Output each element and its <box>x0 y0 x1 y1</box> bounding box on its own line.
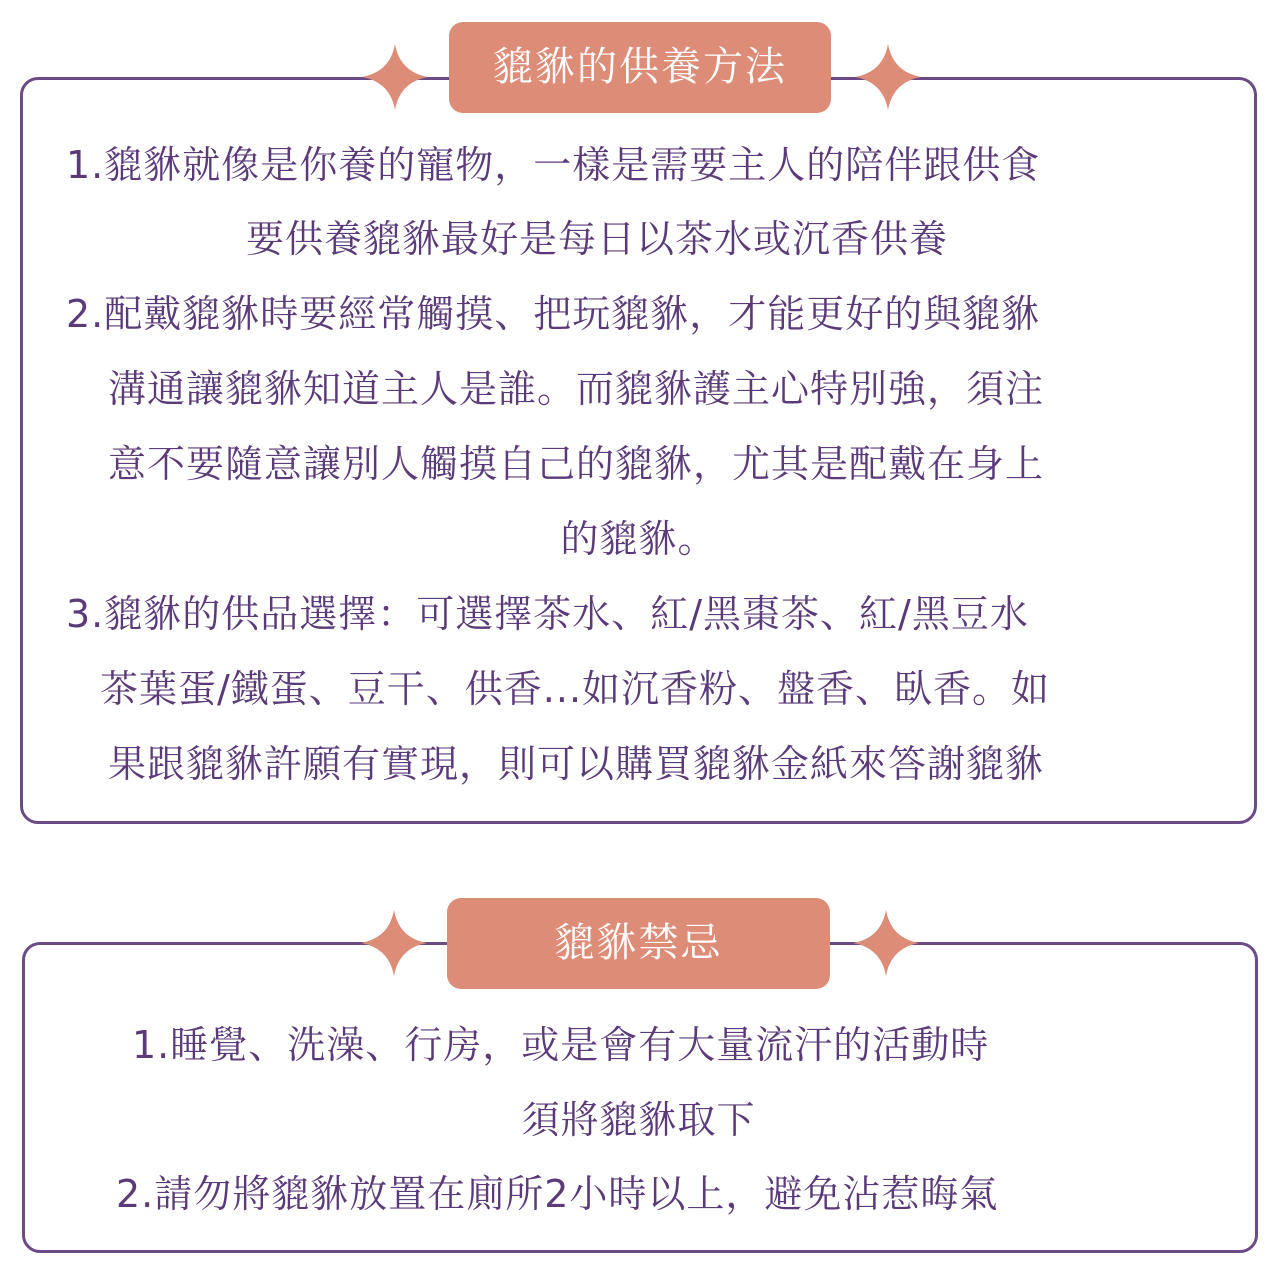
diamond-ornament-icon <box>853 910 919 976</box>
care-line-1: 1.貔貅就像是你養的寵物，一樣是需要主人的陪伴跟供食 <box>66 143 1041 187</box>
taboo-line-2: 須將貔貅取下 <box>521 1098 756 1142</box>
taboo-line-1: 1.睡覺、洗澡、行房，或是會有大量流汗的活動時 <box>132 1023 990 1067</box>
care-line-8: 茶葉蛋/鐵蛋、豆干、供香...如沉香粉、盤香、臥香。如 <box>100 667 1051 711</box>
care-line-7: 3.貔貅的供品選擇：可選擇茶水、紅/黑棗茶、紅/黑豆水 <box>66 592 1029 636</box>
care-line-6: 的貔貅。 <box>560 517 717 561</box>
care-method-title: 貔貅的供養方法 <box>449 22 831 113</box>
care-line-5: 意不要隨意讓別人觸摸自己的貔貅，尤其是配戴在身上 <box>108 442 1045 486</box>
care-line-9: 果跟貔貅許願有實現，則可以購買貔貅金紙來答謝貔貅 <box>108 742 1045 786</box>
diamond-ornament-icon <box>855 44 921 110</box>
care-line-4: 溝通讓貔貅知道主人是誰。而貔貅護主心特別強，須注 <box>108 367 1045 411</box>
care-line-2: 要供養貔貅最好是每日以茶水或沉香供養 <box>246 217 949 261</box>
care-line-3: 2.配戴貔貅時要經常觸摸、把玩貔貅，才能更好的與貔貅 <box>66 292 1041 336</box>
diamond-ornament-icon <box>362 44 428 110</box>
diamond-ornament-icon <box>361 910 427 976</box>
taboo-line-3: 2.請勿將貔貅放置在廁所2小時以上，避免沾惹晦氣 <box>116 1172 999 1216</box>
taboo-title: 貔貅禁忌 <box>447 898 830 989</box>
